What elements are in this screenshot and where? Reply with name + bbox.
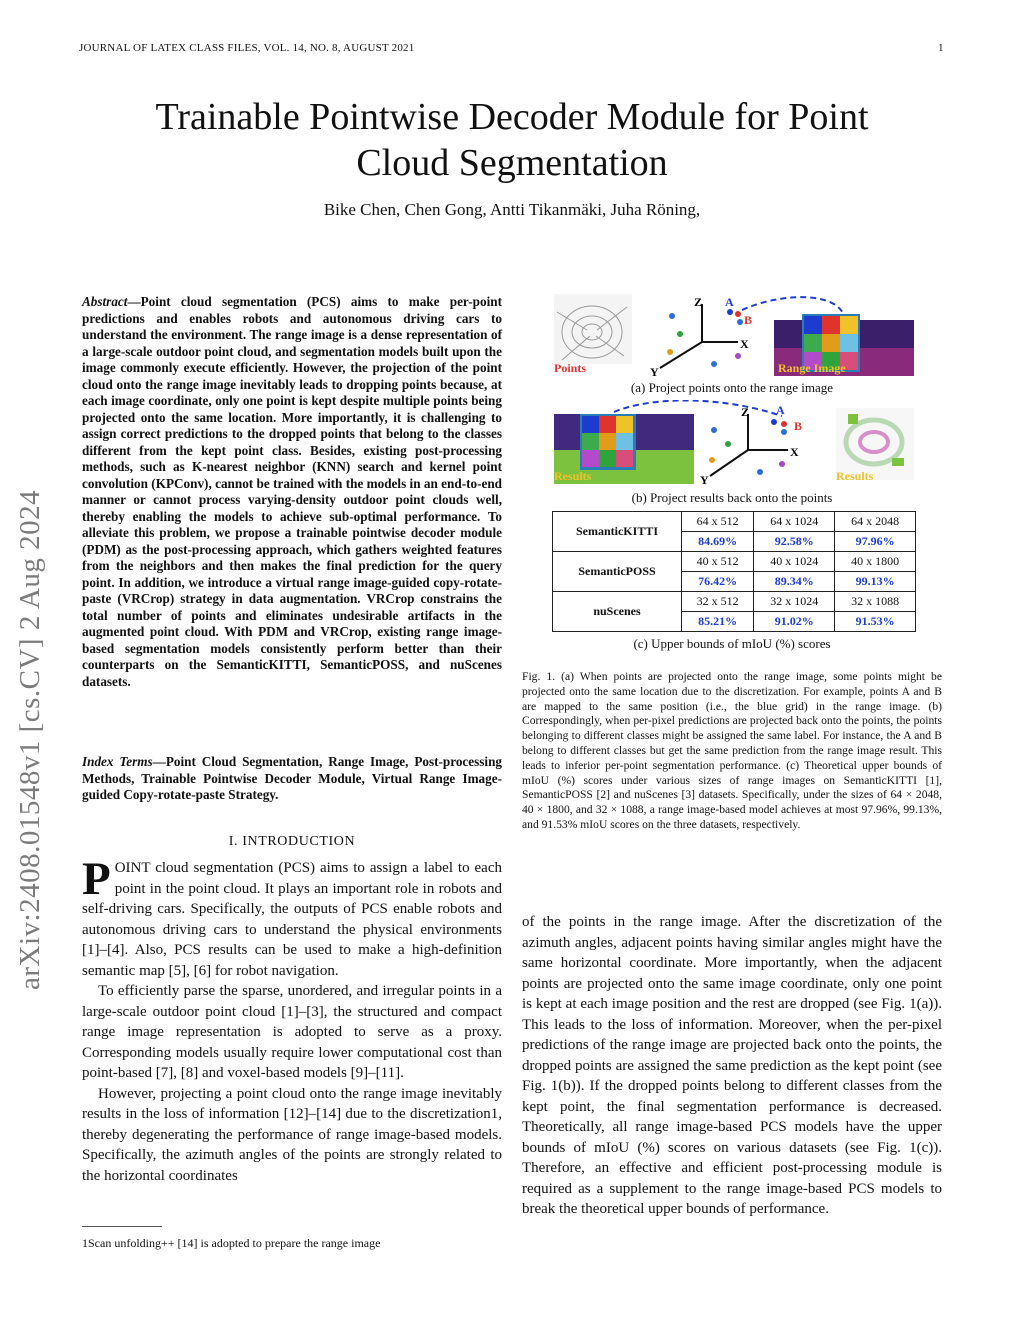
size-cell: 40 x 1800 xyxy=(835,552,916,572)
upper-bounds-table xyxy=(552,511,916,632)
points-label: Points xyxy=(554,361,587,375)
size-cell: 40 x 1024 xyxy=(754,552,835,572)
axis-y-a: Y xyxy=(650,365,659,379)
abstract-label: Abstract xyxy=(82,294,128,309)
intro-paragraph-1: POINT cloud segmentation (PCS) aims to assign a label to each point in the point cloud. It plays an important role in robots and self-driving cars. Specifically, the outputs of PCS enable robots and autonomous driving cars to understand the physical environments [1]–[4]. Also, PCS results can be used to make a high-definition semantic map [5], [6] for robot navigation. xyxy=(82,853,502,979)
table-row xyxy=(553,552,916,572)
axis-x-a: X xyxy=(740,337,749,351)
title-line-1: Trainable Pointwise Decoder Module for Point xyxy=(155,96,869,138)
dataset-cell: nuScenes xyxy=(553,592,682,632)
point-b-label-a: B xyxy=(744,313,753,327)
intro-right-column xyxy=(522,912,942,1220)
size-cell: 40 x 512 xyxy=(682,552,754,572)
results-label-right: Results xyxy=(836,469,874,483)
intro-paragraph-4: of the points in the range image. After the discretization of the azimuth angles, adjacent points having similar angles might have the same horizontal coordinate. More importantly, when the adjacent points are projected onto the same image coordinate, only one point is kept at each image position and the rest are dropped (see Fig. 1(a)). This leads to the loss of information. Moreover, when the per-pixel predictions of the range image are projected back onto the points, the dropped points are assigned the same prediction as the kept point (see Fig. 1(b)). If the dropped points belong to different classes from the kept point, the final segmentation performance is decreased. Theoretically, all range image-based PCS models have the upper bounds of mIoU (%) scores on various datasets (see Fig. 1(c)). Therefore, an effective and efficient post-processing module is required as a supplement to the range image-based PCS models to break the theoretical upper bounds of performance. xyxy=(522,914,942,1217)
index-terms-text: —Point Cloud Segmentation, Range Image, Post-processing Methods, Trainable Pointwise Decoder Module, Virtual Range Image-guided Copy-rotate-paste Strategy. xyxy=(82,754,502,802)
figure-1b-graphic xyxy=(552,400,918,492)
point-a-label-b: A xyxy=(776,403,785,417)
projection-arrow-b xyxy=(614,400,782,416)
footnote-rule xyxy=(82,1226,162,1227)
arxiv-watermark: arXiv:2408.01548v1 [cs.CV] 2 Aug 2024 xyxy=(14,489,46,990)
figure-1-caption: Fig. 1. (a) When points are projected onto the range image, some points might be projected onto the same location due to the discretization. For example, points A and B are mapped to the same position (i.e., the blue grid) in the range image. (b) Correspondingly, when per-pixel predictions are projected back onto the points, the points belonging to different classes might be assigned the same label. For instance, the A and B belong to different classes but get the same prediction from the range image result. This leads to inferior per-point segmentation performance. (c) Theoretical upper bounds of mIoU (%) scores under various sizes of range images on SemanticKITTI [1], SemanticPOSS [2] and nuScenes [3] datasets. Specifically, under the sizes of 64 × 2048, 40 × 1800, and 32 × 1088, a range image-based model achieves at most 97.96%, 99.13%, and 91.53% mIoU scores on the three datasets, respectively. xyxy=(522,670,942,831)
range-image-label: Range Image xyxy=(778,361,846,375)
index-terms-label: Index Terms xyxy=(82,754,153,769)
intro-left-column xyxy=(82,853,502,1186)
drop-cap: P xyxy=(82,853,111,905)
figure-1a-graphic xyxy=(552,292,918,384)
projection-arrow-a xyxy=(742,297,844,316)
size-cell: 32 x 1024 xyxy=(754,592,835,612)
size-cell: 64 x 2048 xyxy=(835,512,916,532)
score-cell: 97.96% xyxy=(835,532,916,552)
abstract xyxy=(82,294,502,690)
dataset-cell: SemanticPOSS xyxy=(553,552,682,592)
score-cell: 91.53% xyxy=(835,612,916,632)
score-cell: 99.13% xyxy=(835,572,916,592)
paper-title xyxy=(0,94,1024,186)
abstract-text: —Point cloud segmentation (PCS) aims to make per-point predictions and enables robots and autonomous driving cars to understand the environment. The range image is a dense representation of a large-scale outdoor point cloud, and segmentation models built upon the image commonly execute efficiently. However, the projection of the point cloud onto the range image inevitably leads to dropping points because, at each image coordinate, only one point is kept despite multiple points being projected onto the same location. More importantly, it is challenging to assign correct predictions to the dropped points that belong to the classes different from the kept point class. Besides, existing post-processing methods, such as K-nearest neighbor (KNN) search and kernel point convolution (KPConv), cannot be trained with the models in an end-to-end manner or cannot process varying-density outdoor point clouds well, thereby enabling the models to achieve sub-optimal performance. To alleviate this problem, we propose a trainable pointwise decoder module (PDM) as the post-processing approach, which gathers weighted features from the neighbors and then makes the final prediction for the query point. In addition, we introduce a virtual range image-guided copy-rotate-paste (VRCrop) strategy in data augmentation. VRCrop constrains the total number of points and eliminates undesirable artifacts in the augmented point cloud. With PDM and VRCrop, existing range image-based segmentation models consistently perform better than their counterparts on the SemanticKITTI, SemanticPOSS, and nuScenes datasets. xyxy=(82,294,502,689)
point-b-label-b: B xyxy=(794,419,803,433)
footnote: 1Scan unfolding++ [14] is adopted to prepare the range image xyxy=(82,1236,381,1250)
score-cell: 89.34% xyxy=(754,572,835,592)
score-cell: 84.69% xyxy=(682,532,754,552)
running-header: JOURNAL OF LATEX CLASS FILES, VOL. 14, NO. 8, AUGUST 2021 xyxy=(79,42,415,54)
score-cell: 85.21% xyxy=(682,612,754,632)
score-cell: 91.02% xyxy=(754,612,835,632)
score-cell: 76.42% xyxy=(682,572,754,592)
score-cell: 92.58% xyxy=(754,532,835,552)
axis-y-b: Y xyxy=(700,473,709,487)
size-cell: 32 x 1088 xyxy=(835,592,916,612)
intro-paragraph-3: However, projecting a point cloud onto the range image inevitably results in the loss of information [12]–[14] due to the discretization1, thereby degenerating the performance of range image-based models. Specifically, the azimuth angles of the points are strongly related to the horizontal coordinates xyxy=(82,1085,502,1184)
section-heading: I. INTRODUCTION xyxy=(228,834,356,849)
results-label-left: Results xyxy=(554,469,592,483)
caption-a: (a) Project points onto the range image xyxy=(630,380,834,395)
page-number: 1 xyxy=(938,42,944,54)
point-cloud-thumbnail xyxy=(554,294,632,364)
scatter-dots-a xyxy=(667,309,743,367)
table-row xyxy=(553,512,916,532)
point-a-label-a: A xyxy=(725,295,734,309)
index-terms xyxy=(82,754,502,804)
size-cell: 64 x 512 xyxy=(682,512,754,532)
authors: Bike Chen, Chen Gong, Antti Tikanmäki, Juha Röning, xyxy=(323,200,701,219)
axis-z-a: Z xyxy=(694,295,703,309)
intro-paragraph-2: To efficiently parse the sparse, unordered, and irregular points in a large-scale outdoor point cloud [1]–[3], the structured and compact range image representation is adopted to serve as a proxy. Corresponding models usually require lower computational cost than point-based [7], [8] and voxel-based models [9]–[11]. xyxy=(82,983,502,1081)
caption-c: (c) Upper bounds of mIoU (%) scores xyxy=(633,636,831,651)
caption-b: (b) Project results back onto the points xyxy=(631,490,833,505)
axis-z-b: Z xyxy=(741,405,750,419)
size-cell: 64 x 1024 xyxy=(754,512,835,532)
axis-x-b: X xyxy=(790,445,799,459)
size-cell: 32 x 512 xyxy=(682,592,754,612)
title-line-2: Cloud Segmentation xyxy=(356,142,668,184)
table-row xyxy=(553,592,916,612)
dataset-cell: SemanticKITTI xyxy=(553,512,682,552)
